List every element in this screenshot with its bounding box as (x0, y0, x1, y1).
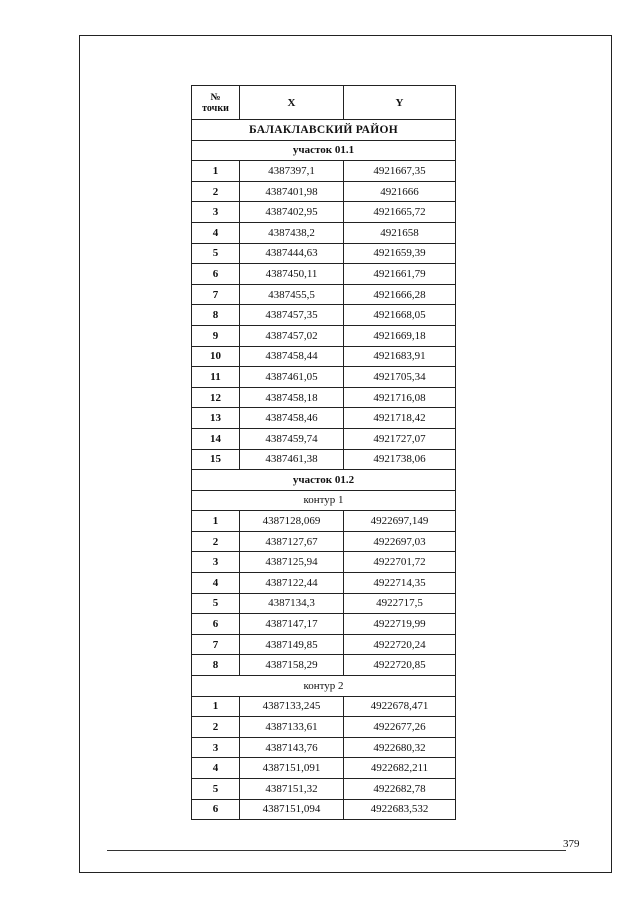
y-cell: 4922714,35 (344, 573, 456, 594)
contour-row (192, 676, 456, 697)
table-row (192, 614, 456, 635)
y-cell: 4922683,532 (344, 799, 456, 820)
table-row (192, 717, 456, 738)
x-cell: 4387127,67 (240, 531, 344, 552)
x-cell: 4387122,44 (240, 573, 344, 594)
y-cell: 4922682,78 (344, 779, 456, 800)
x-cell: 4387450,11 (240, 264, 344, 285)
x-cell: 4387158,29 (240, 655, 344, 676)
y-cell: 4921665,72 (344, 202, 456, 223)
table-row (192, 552, 456, 573)
table-row (192, 222, 456, 243)
table-row (192, 284, 456, 305)
point-number-cell: 2 (192, 717, 240, 738)
plot-title: участок 01.2 (192, 470, 456, 491)
y-cell: 4922697,03 (344, 531, 456, 552)
x-cell: 4387457,02 (240, 325, 344, 346)
point-number-cell: 5 (192, 779, 240, 800)
y-cell: 4922677,26 (344, 717, 456, 738)
table-row (192, 428, 456, 449)
y-cell: 4921666,28 (344, 284, 456, 305)
point-number-cell: 4 (192, 222, 240, 243)
y-cell: 4922678,471 (344, 696, 456, 717)
x-cell: 4387461,38 (240, 449, 344, 470)
plot-row (192, 140, 456, 161)
x-cell: 4387444,63 (240, 243, 344, 264)
x-cell: 4387147,17 (240, 614, 344, 635)
y-cell: 4921669,18 (344, 325, 456, 346)
district-row (192, 120, 456, 141)
table-row (192, 325, 456, 346)
table-row (192, 779, 456, 800)
table-row (192, 634, 456, 655)
contour-title: контур 1 (192, 490, 456, 511)
x-cell: 4387133,245 (240, 696, 344, 717)
x-cell: 4387458,18 (240, 387, 344, 408)
x-cell: 4387133,61 (240, 717, 344, 738)
x-cell: 4387401,98 (240, 181, 344, 202)
x-cell: 4387397,1 (240, 161, 344, 182)
x-cell: 4387151,32 (240, 779, 344, 800)
y-cell: 4922682,211 (344, 758, 456, 779)
y-cell: 4922717,5 (344, 593, 456, 614)
table-row (192, 387, 456, 408)
y-cell: 4921659,39 (344, 243, 456, 264)
table-row (192, 449, 456, 470)
contour-title: контур 2 (192, 676, 456, 697)
x-cell: 4387438,2 (240, 222, 344, 243)
table-row (192, 593, 456, 614)
x-cell: 4387459,74 (240, 428, 344, 449)
table-row (192, 696, 456, 717)
x-cell: 4387461,05 (240, 367, 344, 388)
table-row (192, 264, 456, 285)
x-cell: 4387457,35 (240, 305, 344, 326)
y-cell: 4921666 (344, 181, 456, 202)
y-cell: 4921718,42 (344, 408, 456, 429)
header-x: X (240, 86, 344, 120)
table-row (192, 346, 456, 367)
point-number-cell: 1 (192, 511, 240, 532)
x-cell: 4387458,46 (240, 408, 344, 429)
x-cell: 4387125,94 (240, 552, 344, 573)
point-number-cell: 5 (192, 243, 240, 264)
x-cell: 4387458,44 (240, 346, 344, 367)
point-number-cell: 7 (192, 634, 240, 655)
point-number-cell: 9 (192, 325, 240, 346)
x-cell: 4387402,95 (240, 202, 344, 223)
point-number-cell: 6 (192, 614, 240, 635)
y-cell: 4921668,05 (344, 305, 456, 326)
table-row (192, 408, 456, 429)
plot-row (192, 470, 456, 491)
table-row (192, 758, 456, 779)
y-cell: 4922720,85 (344, 655, 456, 676)
point-number-cell: 11 (192, 367, 240, 388)
point-number-cell: 4 (192, 573, 240, 594)
table-row (192, 161, 456, 182)
point-number-cell: 13 (192, 408, 240, 429)
y-cell: 4922720,24 (344, 634, 456, 655)
y-cell: 4922719,99 (344, 614, 456, 635)
table-row (192, 573, 456, 594)
y-cell: 4921727,07 (344, 428, 456, 449)
point-number-cell: 14 (192, 428, 240, 449)
point-number-cell: 1 (192, 696, 240, 717)
page-number: 379 (563, 838, 580, 850)
point-number-cell: 12 (192, 387, 240, 408)
point-number-cell: 2 (192, 181, 240, 202)
header-point-number-label: № точки (202, 91, 229, 114)
y-cell: 4922701,72 (344, 552, 456, 573)
district-title: БАЛАКЛАВСКИЙ РАЙОН (192, 120, 456, 141)
plot-title: участок 01.1 (192, 140, 456, 161)
y-cell: 4921705,34 (344, 367, 456, 388)
table-row (192, 531, 456, 552)
table-header-row (192, 86, 456, 120)
y-cell: 4921661,79 (344, 264, 456, 285)
x-cell: 4387128,069 (240, 511, 344, 532)
contour-row (192, 490, 456, 511)
point-number-cell: 3 (192, 202, 240, 223)
point-number-cell: 8 (192, 655, 240, 676)
coordinates-table (191, 85, 456, 820)
point-number-cell: 6 (192, 799, 240, 820)
y-cell: 4921716,08 (344, 387, 456, 408)
y-cell: 4922697,149 (344, 511, 456, 532)
table-row (192, 737, 456, 758)
point-number-cell: 8 (192, 305, 240, 326)
point-number-cell: 2 (192, 531, 240, 552)
table-row (192, 305, 456, 326)
table-row (192, 367, 456, 388)
x-cell: 4387143,76 (240, 737, 344, 758)
y-cell: 4921683,91 (344, 346, 456, 367)
y-cell: 4921667,35 (344, 161, 456, 182)
x-cell: 4387134,3 (240, 593, 344, 614)
table-row (192, 181, 456, 202)
table-row (192, 511, 456, 532)
table-row (192, 799, 456, 820)
table-row (192, 243, 456, 264)
x-cell: 4387151,094 (240, 799, 344, 820)
point-number-cell: 7 (192, 284, 240, 305)
table-body (192, 120, 456, 820)
table-row (192, 655, 456, 676)
x-cell: 4387455,5 (240, 284, 344, 305)
header-point-number (192, 86, 240, 120)
point-number-cell: 6 (192, 264, 240, 285)
table-row (192, 202, 456, 223)
x-cell: 4387151,091 (240, 758, 344, 779)
point-number-cell: 5 (192, 593, 240, 614)
y-cell: 4921658 (344, 222, 456, 243)
footer-rule (107, 850, 566, 851)
point-number-cell: 1 (192, 161, 240, 182)
point-number-cell: 15 (192, 449, 240, 470)
x-cell: 4387149,85 (240, 634, 344, 655)
header-y: Y (344, 86, 456, 120)
point-number-cell: 3 (192, 552, 240, 573)
point-number-cell: 10 (192, 346, 240, 367)
y-cell: 4922680,32 (344, 737, 456, 758)
point-number-cell: 3 (192, 737, 240, 758)
point-number-cell: 4 (192, 758, 240, 779)
y-cell: 4921738,06 (344, 449, 456, 470)
